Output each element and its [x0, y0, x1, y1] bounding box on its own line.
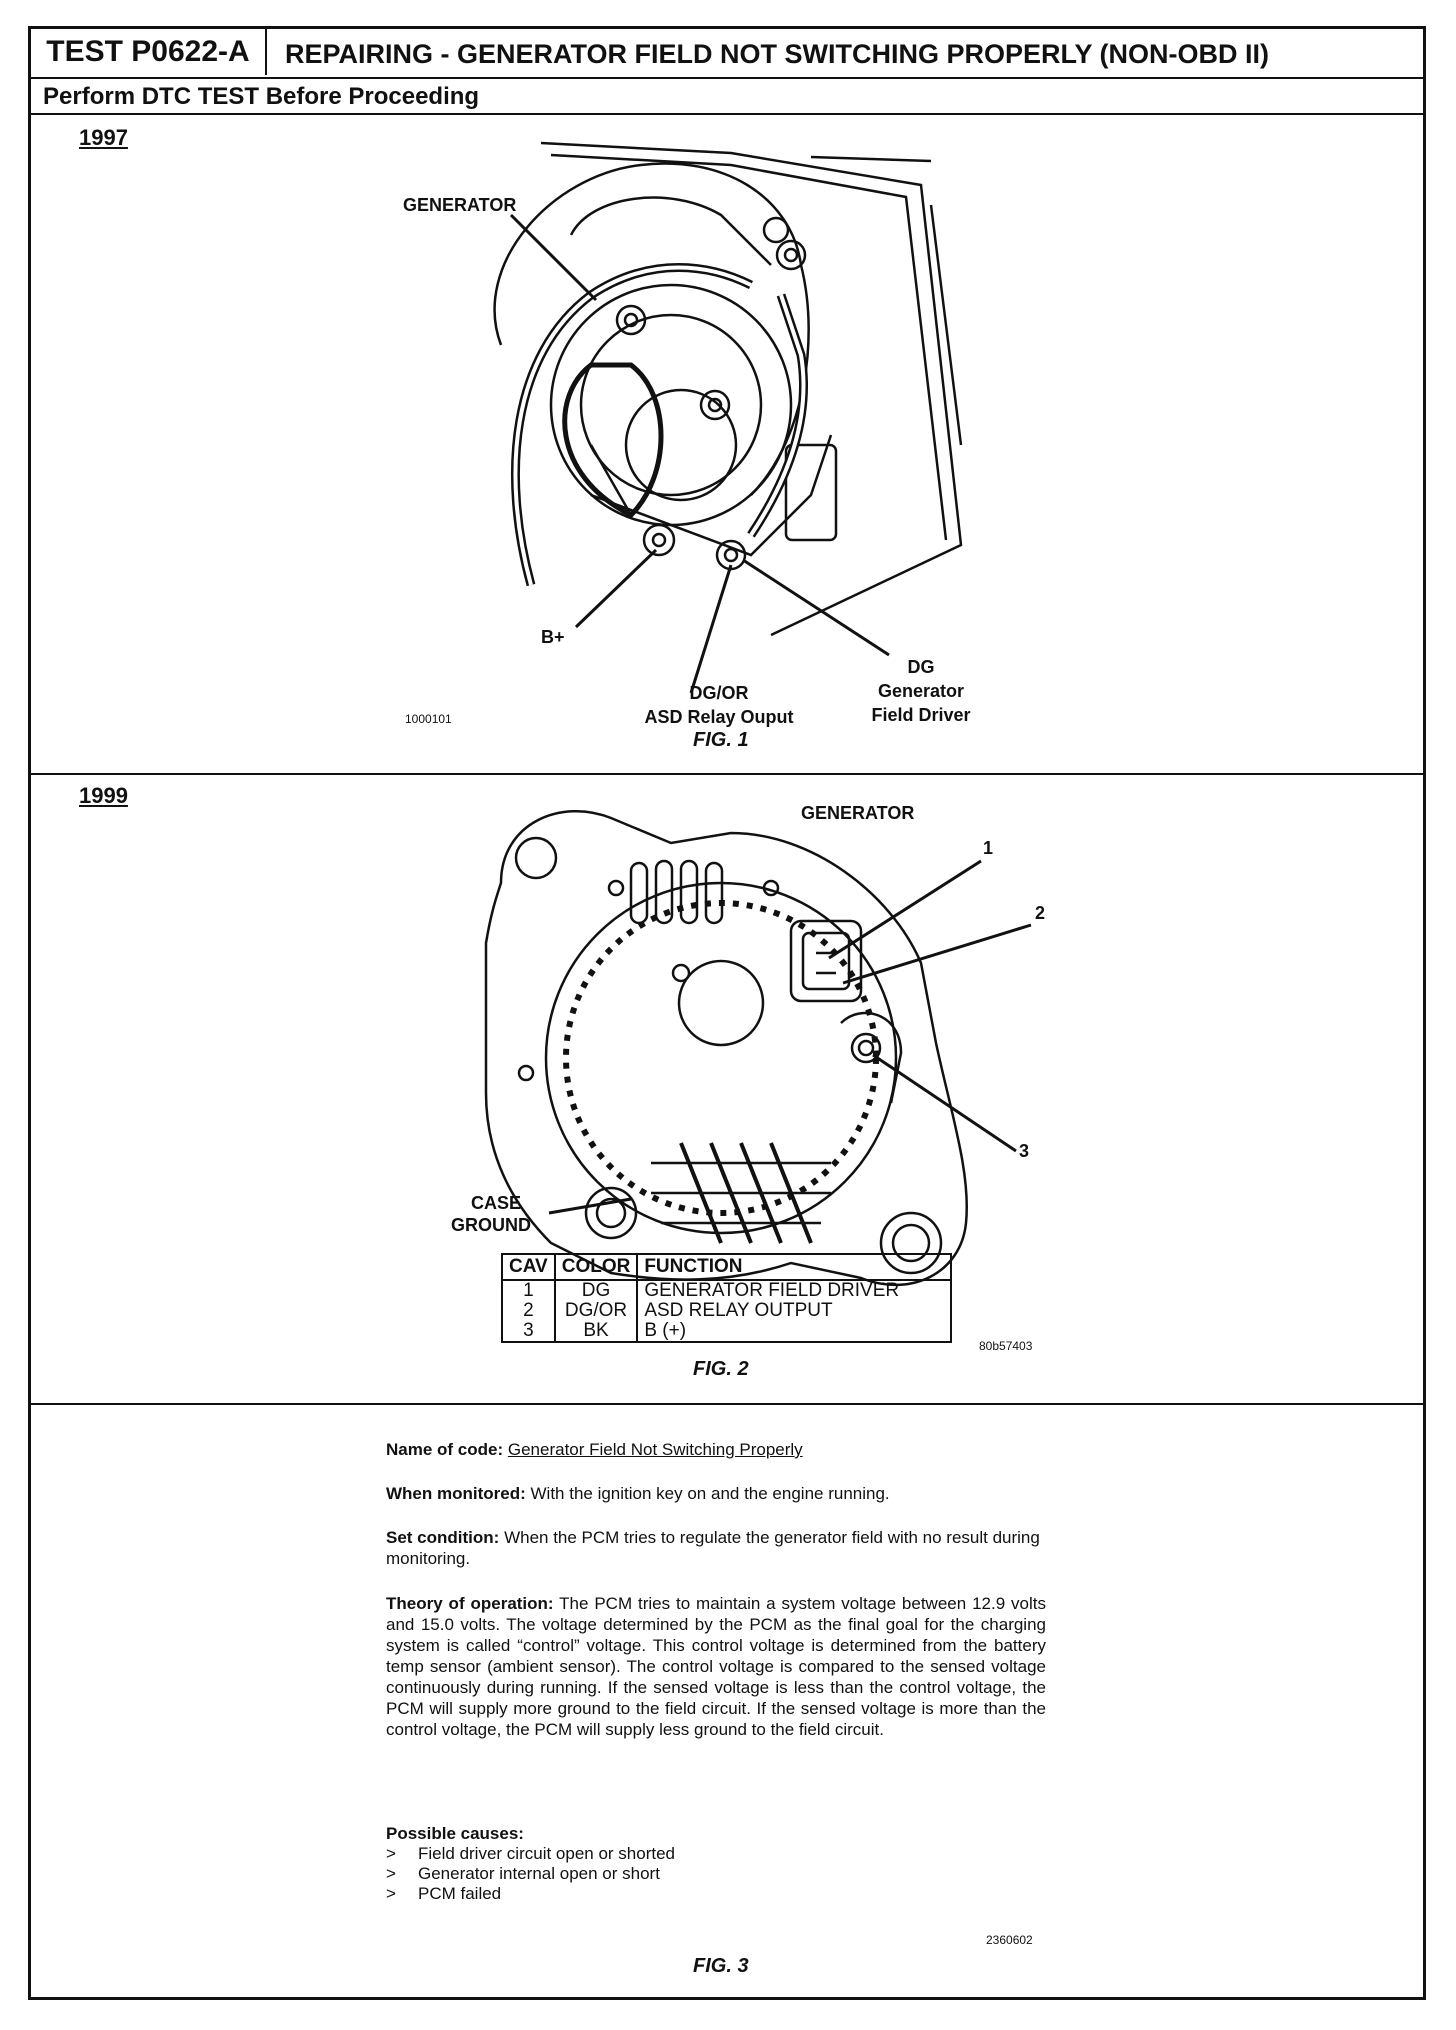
test-id: TEST P0622-A [31, 29, 267, 75]
when-monitored-label: When monitored: [386, 1484, 526, 1503]
list-item: > Generator internal open or short [386, 1864, 660, 1883]
cavity-table [501, 1253, 952, 1343]
fig2-label-case: CASE [470, 1193, 521, 1213]
fig1-year: 1997 [79, 125, 128, 150]
callout-3: 3 [1019, 1141, 1030, 1161]
header-bar [31, 29, 1423, 79]
list-marker: > [386, 1864, 396, 1883]
generator-1997-illustration [31, 115, 1423, 771]
list-marker: > [386, 1844, 396, 1863]
fig1-label-dg: DG [907, 657, 935, 677]
fig3-ref-code: 2360602 [986, 1933, 1033, 1947]
fig1-label-bplus: B+ [541, 627, 565, 647]
page-title: REPAIRING - GENERATOR FIELD NOT SWITCHING PROPERLY (NON-OBD II) [285, 39, 1270, 69]
table-row [502, 1321, 951, 1342]
fig2-section [31, 773, 1423, 1405]
table-cell: ASD RELAY OUTPUT [644, 1300, 833, 1321]
causes-list [386, 1844, 1046, 1904]
possible-causes-label: Possible causes: [386, 1824, 524, 1843]
table-cell: 1 [502, 1280, 555, 1301]
set-condition [386, 1527, 1046, 1569]
fig2-caption: FIG. 2 [693, 1358, 749, 1380]
fig3-caption: FIG. 3 [693, 1955, 749, 1977]
table-header-function: FUNCTION [637, 1254, 951, 1280]
fig1-label-field-driver: Field Driver [871, 705, 971, 725]
fig2-label-ground: GROUND [451, 1215, 531, 1235]
page-frame [28, 26, 1426, 2000]
fig1-label-generator-field: Generator [877, 681, 965, 701]
callout-1: 1 [983, 838, 994, 858]
list-item: > PCM failed [386, 1884, 502, 1903]
table-cell: GENERATOR FIELD DRIVER [644, 1280, 900, 1301]
list-marker: > [386, 1884, 396, 1903]
when-monitored-value: With the ignition key on and the engine running. [530, 1484, 890, 1503]
fig1-section [31, 115, 1423, 775]
fig1-ref-code: 1000101 [405, 712, 452, 726]
fig1-caption: FIG. 1 [693, 729, 749, 751]
callout-2: 2 [1035, 903, 1046, 923]
when-monitored [386, 1483, 1046, 1504]
table-row [502, 1301, 951, 1321]
table-cell: B (+) [644, 1320, 687, 1341]
fig3-section [31, 1403, 1423, 1997]
name-of-code-value: Generator Field Not Switching Properly [507, 1440, 803, 1459]
table-header-color: COLOR [555, 1254, 638, 1280]
theory-of-operation [386, 1593, 1046, 1740]
name-of-code-label: Name of code: [386, 1440, 504, 1459]
name-of-code [386, 1439, 1046, 1460]
table-header-cav: CAV [502, 1254, 555, 1280]
set-condition-value: When the PCM tries to regulate the generator field with no result during monitoring. [386, 1528, 1040, 1568]
theory-label: Theory of operation: [386, 1594, 554, 1613]
fig1-label-dgor: DG/OR [689, 683, 749, 703]
possible-causes [386, 1823, 1046, 1904]
table-cell: 3 [502, 1321, 555, 1342]
fig2-label-generator: GENERATOR [801, 803, 915, 823]
table-cell: DG [555, 1280, 638, 1301]
table-cell: 2 [502, 1301, 555, 1321]
list-item: > Field driver circuit open or shorted [386, 1844, 676, 1863]
subheader: Perform DTC TEST Before Proceeding [31, 77, 1423, 115]
table-cell: BK [555, 1321, 638, 1342]
table-cell: DG/OR [555, 1301, 638, 1321]
fig1-label-asd-relay: ASD Relay Ouput [644, 707, 794, 727]
theory-value: The PCM tries to maintain a system voltage between 12.9 volts and 15.0 volts. The voltage determined by the PCM as the final goal for the charging system is called “control” voltage. This control voltage is determined from the battery temp sensor (ambient sensor). The control voltage is compared to the sensed voltage continuously during running. If the sensed voltage is less than the control voltage, the PCM will supply more ground to the field circuit. If the sensed voltage is more than the control voltage, the PCM will supply less ground to the field circuit. [386, 1594, 1047, 1739]
fig2-year: 1999 [79, 783, 128, 808]
fig2-ref-code: 80b57403 [979, 1339, 1033, 1353]
table-row [502, 1280, 951, 1301]
set-condition-label: Set condition: [386, 1528, 500, 1547]
fig1-label-generator: GENERATOR [403, 195, 517, 215]
